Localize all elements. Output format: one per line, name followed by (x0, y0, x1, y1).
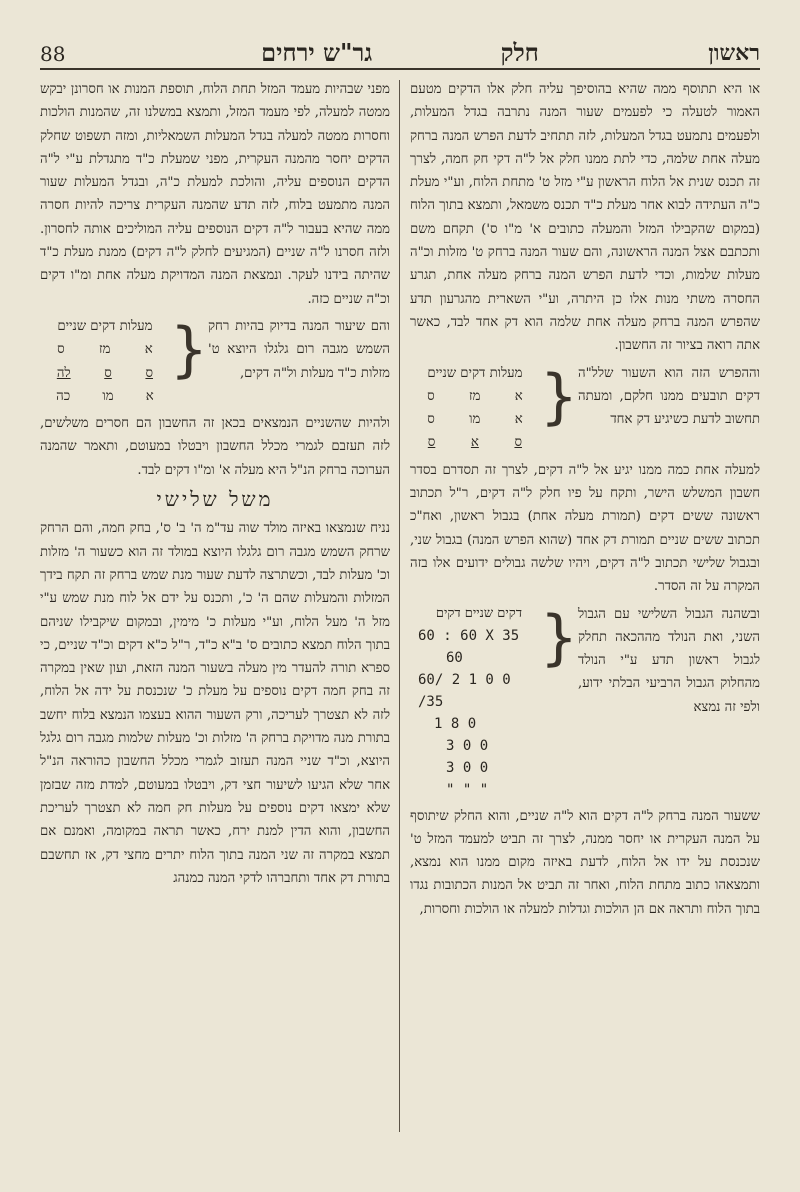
left-column (40, 78, 390, 890)
paragraph: למעלה אחת כמה ממנו יגיע אל ל"ה דקים, לצרך זה תסדרם בסדר חשבון המשלש הישר, ותקח על פיו חלק ל"ה דקים, ר"ל תכתוב ראשונה ששים דקים (תמורת מעלה אחת) בגבול ראשון, ואח"כ תכתוב ששים שניים תמורת דק אחד (שהוא הפרש המנה) בגבול שני, ובגבול שלישי תכתוב ל"ה דקים, ויהיו שלשה גבולים ידועים אלו בזה המקרה על זה הסדר. (410, 462, 760, 595)
table-cell: א (144, 342, 153, 358)
page-number: 88 (40, 42, 66, 66)
table-cell: כה (56, 388, 71, 404)
calc-line: 3 0 0 (446, 737, 489, 754)
calc-line: 3 0 0 (446, 759, 489, 776)
table-row (40, 338, 170, 361)
difference-table (410, 362, 760, 455)
table-cell: ס (145, 365, 153, 381)
calc-line: " " " (446, 781, 489, 798)
calc-line: 60 (446, 649, 463, 666)
right-column (410, 78, 760, 921)
paragraph: ולהיות שהשניים הנמצאים בכאן זה החשבון הם חסרים משלשים, לזה תעזבם לגמרי מכלל החשבון ויבטלו במעוטם, ותאמר שהמנה הערוכה ברחק הנ"ל היא מעלה א' ומ"ו דקים לבד. (40, 416, 390, 478)
table-row (410, 431, 540, 454)
table-cell: ס (57, 342, 65, 358)
table-cell: מו (469, 412, 481, 428)
table-cell: ס (427, 412, 435, 428)
table-header: מעלות דקים שניים (57, 318, 153, 334)
paragraph: ששעור המנה ברחק ל"ה דקים הוא ל"ה שניים, והוא החלק שיתוסף על המנה העקרית או יחסר ממנה, לצרך זה תביט למעמד המזל ט' שנכנסת על ידו אל הלוח, לדעת באיזה מקום ממנו הוא נמצא, ותמצאהו כתוב מתחת הלוח, ואחר זה תביט אל המנות הכתובות נגדו בתוך הלוח ותראה אם הן הולכות וגדלות למעלה או הולכות וחסרות, (410, 808, 760, 917)
table-cell: א (514, 388, 523, 404)
table-cell: א (470, 435, 479, 451)
table-caption: והם שיעור המנה בדיוק בהיות רחק השמש מגבה רום גלגלו היוצא ט' מזלות כ"ד מעלות ול"ה דקים, (208, 318, 390, 381)
paragraph: נניח שנמצאו באיזה מולד שוה עד"מ ה' ב' ס', בחק חמה, והם הרחק שרחק השמש מגבה רום גלגלו היוצא במולד זה הוא כשעור ה' מזלות וכ' מעלות לבד, וכשתרצה לדעת שעור מנת שמש ברחק זה תקח בידך המזלות והמעלות שהם ה' כ', ותכנס על ידם אל לוח מנת שמש ע"י מזל ה' מעל הלוח, וע"י מעלות כ' מימין, ובמקום שיקבילו שניהם בתוך הלוח תמצא כתובים ס' ב"א כ"ד, ר"ל כ"א דקים וכ"ד שניים, כי ספרא תורה להעדר מין מעלה בשעור המנה הזאת, ועון שאין במקרה זה בחק חמה דקים נוספים על מעלת כ' שנכנסת על ידה אל הלוח, לזה לא תצטרך לעריכה, ורק השעור ההוא בעצמו הנמצא בלוח יחשב בתורת מנה מדויקת ברחק ה' מזלות וכ' מעלות שלמות מגבה רום גלגל היוצא, וכ"ד שניי המנה תעזוב לגמרי מכלל החשבון כהוראה הנ"ל אחר שלא הגיעו לשיעור חצי דק, ויבטלו במעוטם, למדת מזה שבזמן שלא ימצאו דקים נוספים על מעלות חק חמה לא תצטרך לעריכת החשבון, והוא הדין למנת ירח, כאשר תראה במקומה, ואמנם אם תמצא במקרה זה שני המנה בתוך הלוח יתרים מחצי דק, אז תחשבם בתורת דק אחד ותחברהו לדקי המנה כמנהג (40, 521, 390, 886)
section-title: משל שלישי (156, 487, 274, 512)
table-cell: ס (104, 365, 112, 381)
table-cell: מז (468, 388, 481, 404)
table-row (410, 408, 540, 431)
header-part-label: חלק (500, 38, 539, 67)
calculation-header: דקים שניים דקים (435, 605, 522, 621)
table-header: מעלות דקים שניים (427, 365, 523, 381)
header-section-label: ראשון (708, 40, 760, 66)
book-title: גר"ש ירחים (261, 38, 373, 67)
table-values (40, 315, 170, 408)
table-cell: א (145, 388, 154, 404)
table-cell: ס (427, 388, 435, 404)
running-header (40, 30, 760, 70)
result-table (40, 315, 390, 408)
calculation-caption: ובשהנה הגבול השלישי עם הגבול השני, ואת הנולד מההכאה תחלק לגבול ראשון תדע ע"י הנולד מהחלוק הגבול הרביעי הבלתי ידוע, ולפי זה נמצא (578, 606, 760, 715)
calc-line: 1 8 0 (434, 715, 477, 732)
column-divider (399, 80, 400, 1132)
table-cell: מו (102, 388, 114, 404)
table-values (410, 362, 540, 455)
brace-icon: { (539, 602, 578, 673)
table-cell: לה (56, 365, 71, 381)
paragraph: מפני שבהיות מעמד המזל תחת הלוח, תוספת המנות או חסרונן יבקש ממטה למעלה, לפי מעמד המזל, ותמצא במשלנו זה, שהמנות הולכות וחסרות ממטה למעלה בגדל המעלות השמאליות, ומזה תשפוט שחלק הדקים יחסר מהמנה העקרית, מפני שמעלת כ"ד מתגדלת ע"י ל"ה הדקים הנוספים עליה, והולכת למעלת כ"ה, ובגדל המעלות שעור המנה מתמעט בלוח, לזה תדע שהמנה העקרית צריכה להיות חסרה ממה שהיא בעבור ל"ה דקים הנוספים עליה המוליכים אותה לחסרון. ולזה חסרנו ל"ה שניים (המגיעים לחלק ל"ה דקים) ממנת מעלת כ"ד שהיתה בידנו לעקר. ונמצאת המנה המדויקת מעלה אחת ומ"ו דקים וכ"ה שניים כזה. (40, 82, 390, 307)
calculation-lines (410, 603, 540, 801)
calc-line: 60 : 60 X 35 (418, 627, 520, 644)
table-caption: וההפרש הזה הוא השעור שלל"ה דקים תובעים ממנו חלקם, ומעתה תחשוב לדעת כשיגיע דק אחד (578, 365, 760, 428)
table-cell: מז (98, 342, 111, 358)
calc-line: 60/ 2 1 0 0 /35 (418, 671, 511, 710)
header-center (40, 38, 760, 68)
brace-icon: { (539, 361, 578, 432)
table-cell: א (514, 412, 523, 428)
calculation-block (410, 603, 760, 801)
table-cell: ס (514, 435, 522, 451)
paragraph: או היא תתוסף ממה שהיא בהוסיפך עליה חלק אלו הדקים מטעם האמור לטעלה כי לפעמים שעור המנה נתרבה בגדל המעלות, ולפעמים נתמעט בגדל המעלות, לזה תתחיב לדעת הפרש המנה ברחק מעלה אחת שלמה, כדי לתת ממנו חלק אל ל"ה דקי חק חמה, לצרך זה תכנס שנית אל הלוח הראשון ע"י מזל ט' מתחת הלוח, וע"י מעלת כ"ה העתידה לבוא אחר מעלת כ"ד תכנס משמאל, ותמצא בתוך הלוח (במקום שהקבילו המזל והמעלה כתובים א' מ"ו ס') תקחם משם ותכתבם אצל המנה הראשונה, והם שעור המנה ברחק ט' מזלות וכ"ה מעלות שלמות, וכדי לדעת הפרש המנה ברחק מעלה אחת, תגרע החסרה משתי מנות אלו כן היתרה, וע"י השארית מהגרעון תדע שהפרש המנה ברחק מעלה אחת שלמה הוא דק אחד לבד, כאשר אתה רואה בציור זה החשבון. (410, 82, 760, 354)
table-row (40, 385, 170, 408)
table-row (410, 385, 540, 408)
brace-icon: { (169, 314, 208, 385)
table-row (40, 362, 170, 385)
table-cell: ס (427, 435, 436, 451)
